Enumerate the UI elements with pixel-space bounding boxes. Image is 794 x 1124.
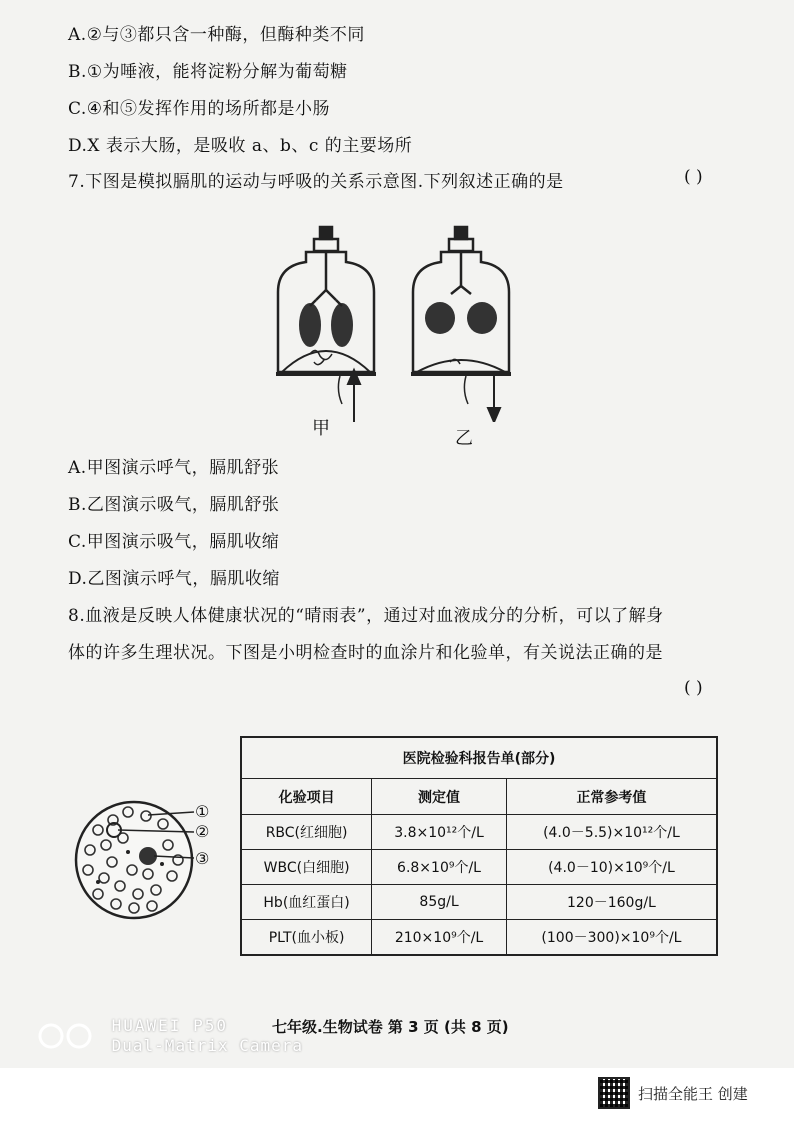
q7-answer-bracket: ( ) <box>684 167 703 187</box>
q7-option-b: B.乙图演示吸气，膈肌舒张 <box>68 495 280 515</box>
header-item: 化验项目 <box>241 779 372 815</box>
figure-label-jia: 甲 <box>312 418 330 439</box>
q8-stem-line2: 体的许多生理状况。下图是小明检查时的血涂片和化验单，有关说法正确的是 <box>68 643 663 663</box>
cell-measured: 85g/L <box>372 885 507 920</box>
table-row <box>241 815 717 850</box>
q7-option-a: A.甲图演示呼气，膈肌舒张 <box>68 458 280 478</box>
bell-jar-left <box>276 227 376 374</box>
q7-stem: 7.下图是模拟膈肌的运动与呼吸的关系示意图.下列叙述正确的是 <box>68 172 564 192</box>
arrow-up-icon <box>348 370 360 422</box>
q7-option-c: C.甲图演示吸气，膈肌收缩 <box>68 532 280 552</box>
smear-label-3: ③ <box>195 849 210 868</box>
camera-watermark <box>36 1016 303 1056</box>
q6-option-d: D.X 表示大肠，是吸收 a、b、c 的主要场所 <box>68 136 413 156</box>
q8-stem-line1: 8.血液是反映人体健康状况的“晴雨表”，通过对血液成分的分析，可以了解身 <box>68 606 664 626</box>
table-row <box>241 885 717 920</box>
cell-measured: 6.8×10⁹个/L <box>372 850 507 885</box>
diaphragm-model-figure <box>270 222 520 422</box>
bell-jar-right <box>411 227 511 374</box>
cell-item: PLT(血小板) <box>241 920 372 955</box>
cell-measured: 210×10⁹个/L <box>372 920 507 955</box>
watermark-camera: Dual-Matrix Camera <box>111 1036 304 1055</box>
page-footer: 七年级.生物试卷 第 3 页 (共 8 页) <box>272 1018 509 1036</box>
table-row <box>241 850 717 885</box>
cell-measured: 3.8×10¹²个/L <box>372 815 507 850</box>
figure-label-yi: 乙 <box>455 428 473 449</box>
pulling-hand-left <box>338 376 342 404</box>
table-row <box>241 920 717 955</box>
lab-report-table <box>240 736 718 956</box>
q6-option-c: C.④和⑤发挥作用的场所都是小肠 <box>68 99 331 119</box>
cell-reference: (100－300)×10⁹个/L <box>506 920 717 955</box>
pulling-hand-right <box>464 376 468 404</box>
watermark-model: HUAWEI P50 <box>111 1016 228 1035</box>
q8-answer-bracket: ( ) <box>684 678 703 698</box>
scanner-credit <box>598 1076 748 1110</box>
cell-reference: (4.0－10)×10⁹个/L <box>506 850 717 885</box>
cell-reference: 120－160g/L <box>506 885 717 920</box>
report-title: 医院检验科报告单(部分) <box>241 737 717 779</box>
qr-code-icon <box>598 1077 630 1109</box>
cell-item: WBC(白细胞) <box>241 850 372 885</box>
camera-rings-icon <box>36 1021 96 1051</box>
smear-label-1: ① <box>195 802 210 821</box>
header-measured: 测定值 <box>372 779 507 815</box>
cell-item: Hb(血红蛋白) <box>241 885 372 920</box>
cell-item: RBC(红细胞) <box>241 815 372 850</box>
q6-option-a: A.②与③都只含一种酶，但酶种类不同 <box>68 25 365 45</box>
cell-reference: (4.0－5.5)×10¹²个/L <box>506 815 717 850</box>
q6-option-b: B.①为唾液，能将淀粉分解为葡萄糖 <box>68 62 348 82</box>
scanner-credit-text: 扫描全能王 创建 <box>638 1084 748 1103</box>
header-reference: 正常参考值 <box>506 779 717 815</box>
q7-option-d: D.乙图演示呼气，膈肌收缩 <box>68 569 280 589</box>
smear-label-2: ② <box>195 822 210 841</box>
arrow-down-icon <box>488 374 500 422</box>
